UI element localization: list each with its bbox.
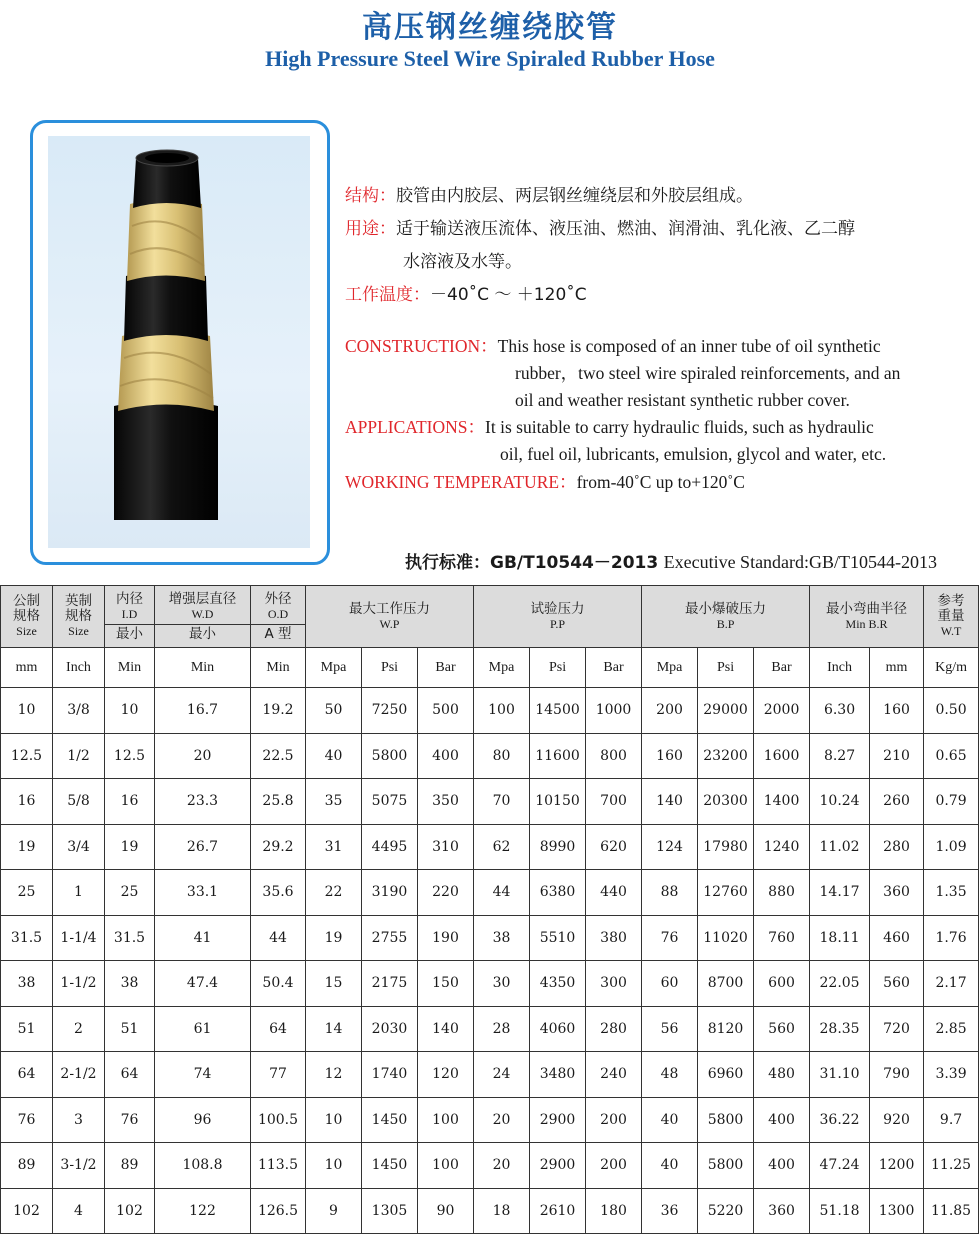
table-cell: 380 — [586, 915, 642, 961]
table-cell: 11.02 — [810, 824, 870, 870]
standard-en: Executive Standard:GB/T10544-2013 — [663, 552, 938, 572]
table-cell: 89 — [1, 1143, 53, 1189]
table-cell: 41 — [155, 915, 251, 961]
table-cell: 400 — [754, 1143, 810, 1189]
header-working-pressure: 最大工作压力 W.P — [306, 586, 474, 648]
table-cell: 23.3 — [155, 779, 251, 825]
table-cell: 14.17 — [810, 870, 870, 916]
table-cell: 90 — [418, 1188, 474, 1234]
temperature-label-cn: 工作温度： — [345, 285, 430, 305]
table-cell: 30 — [474, 961, 530, 1007]
table-cell: 25.8 — [251, 779, 306, 825]
table-cell: 14 — [306, 1006, 362, 1052]
table-cell: 460 — [870, 915, 924, 961]
table-cell: 88 — [642, 870, 698, 916]
unit-cell: Mpa — [474, 648, 530, 688]
table-cell: 760 — [754, 915, 810, 961]
table-cell: 4 — [53, 1188, 105, 1234]
table-cell: 1300 — [870, 1188, 924, 1234]
table-cell: 260 — [870, 779, 924, 825]
table-cell: 19 — [306, 915, 362, 961]
table-cell: 12.5 — [1, 733, 53, 779]
unit-cell: Psi — [530, 648, 586, 688]
table-cell: 10150 — [530, 779, 586, 825]
table-cell: 1-1/2 — [53, 961, 105, 1007]
table-cell: 25 — [1, 870, 53, 916]
table-cell: 40 — [642, 1143, 698, 1189]
table-cell: 2.17 — [924, 961, 979, 1007]
table-cell: 16.7 — [155, 688, 251, 734]
table-cell: 108.8 — [155, 1143, 251, 1189]
table-cell: 64 — [1, 1052, 53, 1098]
unit-cell: Psi — [698, 648, 754, 688]
table-cell: 51 — [1, 1006, 53, 1052]
table-cell: 50 — [306, 688, 362, 734]
table-cell: 1 — [53, 870, 105, 916]
table-cell: 3/4 — [53, 824, 105, 870]
executive-standard — [405, 548, 937, 573]
table-cell: 4350 — [530, 961, 586, 1007]
table-cell: 300 — [586, 961, 642, 1007]
table-cell: 50.4 — [251, 961, 306, 1007]
table-row — [1, 733, 979, 779]
table-cell: 140 — [642, 779, 698, 825]
table-cell: 2610 — [530, 1188, 586, 1234]
table-cell: 11020 — [698, 915, 754, 961]
spec-table — [0, 585, 979, 1234]
table-cell: 3/8 — [53, 688, 105, 734]
table-cell: 122 — [155, 1188, 251, 1234]
table-cell: 200 — [642, 688, 698, 734]
table-cell: 76 — [1, 1097, 53, 1143]
table-cell: 22.05 — [810, 961, 870, 1007]
table-cell: 35.6 — [251, 870, 306, 916]
table-cell: 22.5 — [251, 733, 306, 779]
table-cell: 40 — [642, 1097, 698, 1143]
table-cell: 200 — [586, 1097, 642, 1143]
table-cell: 560 — [754, 1006, 810, 1052]
table-cell: 6960 — [698, 1052, 754, 1098]
table-cell: 18.11 — [810, 915, 870, 961]
header-metric-size: 公制 规格 Size — [1, 586, 53, 648]
table-cell: 56 — [642, 1006, 698, 1052]
table-cell: 210 — [870, 733, 924, 779]
table-row — [1, 870, 979, 916]
table-cell: 20 — [474, 1143, 530, 1189]
table-cell: 20 — [155, 733, 251, 779]
construction-text-1: This hose is composed of an inner tube of oil synthetic — [497, 336, 881, 356]
table-cell: 400 — [754, 1097, 810, 1143]
table-cell: 64 — [251, 1006, 306, 1052]
table-cell: 8120 — [698, 1006, 754, 1052]
construction-label: CONSTRUCTION： — [345, 336, 498, 356]
table-row — [1, 1188, 979, 1234]
table-cell: 1305 — [362, 1188, 418, 1234]
table-cell: 1.35 — [924, 870, 979, 916]
table-cell: 10 — [1, 688, 53, 734]
table-cell: 0.79 — [924, 779, 979, 825]
applications-block — [345, 414, 886, 468]
table-cell: 60 — [642, 961, 698, 1007]
table-cell: 17980 — [698, 824, 754, 870]
table-cell: 220 — [418, 870, 474, 916]
table-cell: 11.25 — [924, 1143, 979, 1189]
table-cell: 100.5 — [251, 1097, 306, 1143]
table-cell: 160 — [870, 688, 924, 734]
usage-text-1: 适于输送液压流体、液压油、燃油、润滑油、乳化液、乙二醇 — [396, 219, 855, 239]
usage-line — [345, 213, 965, 246]
applications-text-1: It is suitable to carry hydraulic fluids, such as hydraulic — [485, 417, 874, 437]
table-cell: 160 — [642, 733, 698, 779]
table-cell: 10 — [306, 1143, 362, 1189]
table-cell: 280 — [586, 1006, 642, 1052]
table-cell: 10 — [105, 688, 155, 734]
table-cell: 12 — [306, 1052, 362, 1098]
table-cell: 44 — [251, 915, 306, 961]
table-cell: 29.2 — [251, 824, 306, 870]
product-description-cn — [345, 180, 965, 312]
table-cell: 62 — [474, 824, 530, 870]
table-cell: 310 — [418, 824, 474, 870]
table-cell: 12760 — [698, 870, 754, 916]
structure-line — [345, 180, 965, 213]
table-row — [1, 1097, 979, 1143]
unit-cell: Mpa — [642, 648, 698, 688]
unit-cell: Psi — [362, 648, 418, 688]
table-cell: 200 — [586, 1143, 642, 1189]
table-cell: 47.4 — [155, 961, 251, 1007]
table-cell: 28.35 — [810, 1006, 870, 1052]
usage-line-2 — [345, 246, 965, 279]
table-cell: 96 — [155, 1097, 251, 1143]
table-cell: 400 — [418, 733, 474, 779]
table-cell: 8990 — [530, 824, 586, 870]
unit-cell: mm — [1, 648, 53, 688]
units-row — [1, 648, 979, 688]
table-cell: 880 — [754, 870, 810, 916]
table-cell: 1.76 — [924, 915, 979, 961]
table-cell: 102 — [105, 1188, 155, 1234]
table-cell: 1.09 — [924, 824, 979, 870]
table-cell: 38 — [1, 961, 53, 1007]
table-cell: 800 — [586, 733, 642, 779]
table-cell: 1450 — [362, 1143, 418, 1189]
table-cell: 14500 — [530, 688, 586, 734]
structure-label: 结构： — [345, 186, 396, 206]
unit-cell: Kg/m — [924, 648, 979, 688]
table-cell: 47.24 — [810, 1143, 870, 1189]
table-cell: 360 — [870, 870, 924, 916]
table-cell: 38 — [474, 915, 530, 961]
structure-text: 胶管由内胶层、两层钢丝缠绕层和外胶层组成。 — [396, 186, 753, 206]
unit-cell: mm — [870, 648, 924, 688]
table-cell: 124 — [642, 824, 698, 870]
table-cell: 3 — [53, 1097, 105, 1143]
table-cell: 23200 — [698, 733, 754, 779]
header-inch-size: 英制 规格 Size — [53, 586, 105, 648]
unit-cell: Min — [155, 648, 251, 688]
table-cell: 3190 — [362, 870, 418, 916]
unit-cell: Mpa — [306, 648, 362, 688]
table-cell: 360 — [754, 1188, 810, 1234]
table-cell: 48 — [642, 1052, 698, 1098]
working-temperature-text: from-40˚C up to+120˚C — [576, 472, 745, 492]
table-cell: 0.65 — [924, 733, 979, 779]
table-cell: 3.39 — [924, 1052, 979, 1098]
table-cell: 76 — [105, 1097, 155, 1143]
unit-cell: Min — [251, 648, 306, 688]
table-cell: 89 — [105, 1143, 155, 1189]
table-cell: 350 — [418, 779, 474, 825]
table-cell: 2755 — [362, 915, 418, 961]
table-cell: 28 — [474, 1006, 530, 1052]
table-cell: 2900 — [530, 1097, 586, 1143]
table-cell: 9.7 — [924, 1097, 979, 1143]
table-cell: 25 — [105, 870, 155, 916]
table-cell: 12.5 — [105, 733, 155, 779]
unit-cell: Min — [105, 648, 155, 688]
table-cell: 100 — [418, 1143, 474, 1189]
table-cell: 24 — [474, 1052, 530, 1098]
standard-cn: 执行标准：GB/T10544－2013 — [405, 553, 659, 573]
table-cell: 700 — [586, 779, 642, 825]
temperature-line-cn — [345, 279, 965, 312]
table-cell: 2030 — [362, 1006, 418, 1052]
unit-cell: Bar — [418, 648, 474, 688]
unit-cell: Bar — [754, 648, 810, 688]
table-row — [1, 1006, 979, 1052]
table-cell: 8700 — [698, 961, 754, 1007]
working-temperature-block — [345, 469, 745, 496]
table-cell: 5800 — [362, 733, 418, 779]
table-cell: 51.18 — [810, 1188, 870, 1234]
usage-text-2: 水溶液及水等。 — [403, 252, 522, 272]
unit-cell: Inch — [810, 648, 870, 688]
table-cell: 2-1/2 — [53, 1052, 105, 1098]
construction-block — [345, 333, 900, 414]
table-cell: 180 — [586, 1188, 642, 1234]
table-cell: 102 — [1, 1188, 53, 1234]
table-cell: 31.5 — [105, 915, 155, 961]
table-row — [1, 961, 979, 1007]
table-cell: 560 — [870, 961, 924, 1007]
table-cell: 790 — [870, 1052, 924, 1098]
table-cell: 36.22 — [810, 1097, 870, 1143]
table-cell: 15 — [306, 961, 362, 1007]
table-cell: 76 — [642, 915, 698, 961]
table-cell: 9 — [306, 1188, 362, 1234]
table-cell: 920 — [870, 1097, 924, 1143]
table-cell: 40 — [306, 733, 362, 779]
table-cell: 77 — [251, 1052, 306, 1098]
table-cell: 16 — [105, 779, 155, 825]
table-cell: 26.7 — [155, 824, 251, 870]
table-cell: 1450 — [362, 1097, 418, 1143]
table-cell: 6380 — [530, 870, 586, 916]
table-cell: 280 — [870, 824, 924, 870]
table-cell: 19 — [105, 824, 155, 870]
table-cell: 600 — [754, 961, 810, 1007]
table-cell: 126.5 — [251, 1188, 306, 1234]
table-row — [1, 915, 979, 961]
table-cell: 1/2 — [53, 733, 105, 779]
applications-text-2: oil, fuel oil, lubricants, emulsion, glycol and water, etc. — [500, 444, 887, 464]
table-cell: 5800 — [698, 1143, 754, 1189]
table-cell: 240 — [586, 1052, 642, 1098]
table-cell: 36 — [642, 1188, 698, 1234]
header-proof-pressure: 试验压力 P.P — [474, 586, 642, 648]
header-bend-radius: 最小弯曲半径 Min B.R — [810, 586, 924, 648]
page-subtitle: High Pressure Steel Wire Spiraled Rubber Hose — [265, 46, 715, 71]
table-cell: 10 — [306, 1097, 362, 1143]
table-cell: 620 — [586, 824, 642, 870]
table-cell: 8.27 — [810, 733, 870, 779]
table-row — [1, 1143, 979, 1189]
unit-cell: Inch — [53, 648, 105, 688]
table-cell: 2175 — [362, 961, 418, 1007]
table-cell: 16 — [1, 779, 53, 825]
table-cell: 150 — [418, 961, 474, 1007]
table-cell: 140 — [418, 1006, 474, 1052]
table-cell: 10.24 — [810, 779, 870, 825]
table-cell: 2000 — [754, 688, 810, 734]
table-cell: 29000 — [698, 688, 754, 734]
table-header-row — [1, 586, 979, 648]
table-row — [1, 824, 979, 870]
table-cell: 19.2 — [251, 688, 306, 734]
table-cell: 720 — [870, 1006, 924, 1052]
table-cell: 5220 — [698, 1188, 754, 1234]
table-cell: 2.85 — [924, 1006, 979, 1052]
page-title: 高压钢丝缠绕胶管 — [362, 10, 618, 45]
table-cell: 51 — [105, 1006, 155, 1052]
table-cell: 0.50 — [924, 688, 979, 734]
table-cell: 11600 — [530, 733, 586, 779]
table-cell: 3-1/2 — [53, 1143, 105, 1189]
hose-illustration — [48, 136, 310, 548]
construction-text-2: rubber，two steel wire spiraled reinforcements, and an — [515, 363, 901, 383]
header-wire-diameter: 增强层直径 W.D 最小 — [155, 586, 251, 648]
header-outer-diameter: 外径 O.D A 型 — [251, 586, 306, 648]
table-cell: 7250 — [362, 688, 418, 734]
table-cell: 18 — [474, 1188, 530, 1234]
header-weight: 参考 重量 W.T — [924, 586, 979, 648]
table-cell: 1600 — [754, 733, 810, 779]
table-cell: 100 — [418, 1097, 474, 1143]
table-cell: 22 — [306, 870, 362, 916]
table-cell: 4060 — [530, 1006, 586, 1052]
table-cell: 64 — [105, 1052, 155, 1098]
table-cell: 31.10 — [810, 1052, 870, 1098]
temperature-text-cn: －40˚C ～ ＋120˚C — [430, 285, 587, 305]
table-cell: 74 — [155, 1052, 251, 1098]
table-cell: 2900 — [530, 1143, 586, 1189]
table-cell: 190 — [418, 915, 474, 961]
table-cell: 1740 — [362, 1052, 418, 1098]
table-cell: 5075 — [362, 779, 418, 825]
table-cell: 20300 — [698, 779, 754, 825]
table-cell: 11.85 — [924, 1188, 979, 1234]
table-cell: 70 — [474, 779, 530, 825]
table-cell: 19 — [1, 824, 53, 870]
table-cell: 1400 — [754, 779, 810, 825]
table-cell: 1-1/4 — [53, 915, 105, 961]
table-cell: 5800 — [698, 1097, 754, 1143]
table-row — [1, 779, 979, 825]
table-cell: 80 — [474, 733, 530, 779]
table-cell: 440 — [586, 870, 642, 916]
table-cell: 5510 — [530, 915, 586, 961]
table-cell: 61 — [155, 1006, 251, 1052]
table-cell: 2 — [53, 1006, 105, 1052]
table-cell: 6.30 — [810, 688, 870, 734]
unit-cell: Bar — [586, 648, 642, 688]
table-cell: 33.1 — [155, 870, 251, 916]
table-cell: 1000 — [586, 688, 642, 734]
table-cell: 1200 — [870, 1143, 924, 1189]
table-cell: 5/8 — [53, 779, 105, 825]
table-cell: 1240 — [754, 824, 810, 870]
table-row — [1, 1052, 979, 1098]
header-inner-diameter: 内径 I.D 最小 — [105, 586, 155, 648]
working-temperature-label: WORKING TEMPERATURE： — [345, 472, 577, 492]
table-cell: 20 — [474, 1097, 530, 1143]
table-cell: 100 — [474, 688, 530, 734]
table-cell: 35 — [306, 779, 362, 825]
usage-label: 用途： — [345, 219, 396, 239]
table-cell: 3480 — [530, 1052, 586, 1098]
table-cell: 113.5 — [251, 1143, 306, 1189]
header-burst-pressure: 最小爆破压力 B.P — [642, 586, 810, 648]
table-cell: 120 — [418, 1052, 474, 1098]
table-cell: 31 — [306, 824, 362, 870]
table-cell: 38 — [105, 961, 155, 1007]
table-cell: 44 — [474, 870, 530, 916]
construction-text-3: oil and weather resistant synthetic rubber cover. — [515, 390, 850, 410]
table-row — [1, 688, 979, 734]
table-cell: 31.5 — [1, 915, 53, 961]
table-cell: 480 — [754, 1052, 810, 1098]
table-cell: 4495 — [362, 824, 418, 870]
table-cell: 500 — [418, 688, 474, 734]
applications-label: APPLICATIONS： — [345, 417, 486, 437]
